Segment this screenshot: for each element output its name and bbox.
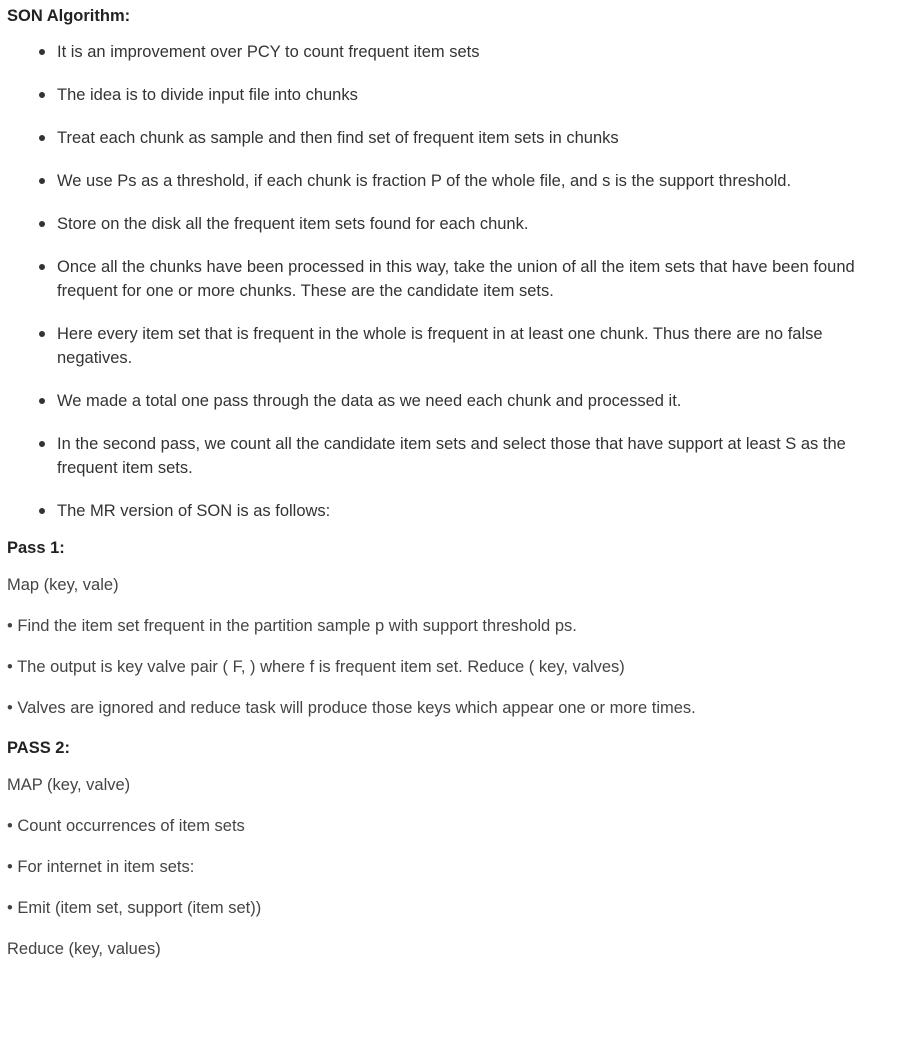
list-item: Here every item set that is frequent in the whole is frequent in at least one chunk. Thus there are no false negatives.	[57, 322, 881, 370]
son-bullet-list	[7, 40, 881, 523]
list-item: The idea is to divide input file into chunks	[57, 83, 881, 107]
pass-1-heading: Pass 1:	[7, 539, 65, 557]
list-item: It is an improvement over PCY to count frequent item sets	[57, 40, 881, 64]
list-item: Store on the disk all the frequent item sets found for each chunk.	[57, 212, 881, 236]
pass-1-line: • Find the item set frequent in the partition sample p with support threshold ps.	[7, 617, 577, 635]
list-item: We made a total one pass through the data as we need each chunk and processed it.	[57, 389, 881, 413]
pass-2-line: • Count occurrences of item sets	[7, 817, 245, 835]
pass-2-heading: PASS 2:	[7, 739, 70, 757]
pass-2-line: • Emit (item set, support (item set))	[7, 899, 262, 917]
pass-2-reduce-line: Reduce (key, values)	[7, 940, 161, 958]
list-item: In the second pass, we count all the candidate item sets and select those that have support at least S as the frequent item sets.	[57, 432, 881, 480]
list-item: We use Ps as a threshold, if each chunk is fraction P of the whole file, and s is the support threshold.	[57, 169, 881, 193]
list-item: Once all the chunks have been processed in this way, take the union of all the item sets that have been found frequent for one or more chunks. These are the candidate item sets.	[57, 255, 881, 303]
pass-1-line: • The output is key valve pair ( F, ) where f is frequent item set. Reduce ( key, valves)	[7, 658, 625, 676]
list-item: Treat each chunk as sample and then find set of frequent item sets in chunks	[57, 126, 881, 150]
pass-2-map-line: MAP (key, valve)	[7, 776, 131, 794]
pass-1-map-line: Map (key, vale)	[7, 576, 119, 594]
list-item: The MR version of SON is as follows:	[57, 499, 881, 523]
son-algorithm-heading: SON Algorithm:	[7, 7, 131, 25]
pass-1-line: • Valves are ignored and reduce task will produce those keys which appear one or more times.	[7, 699, 696, 717]
pass-2-line: • For internet in item sets:	[7, 858, 195, 876]
